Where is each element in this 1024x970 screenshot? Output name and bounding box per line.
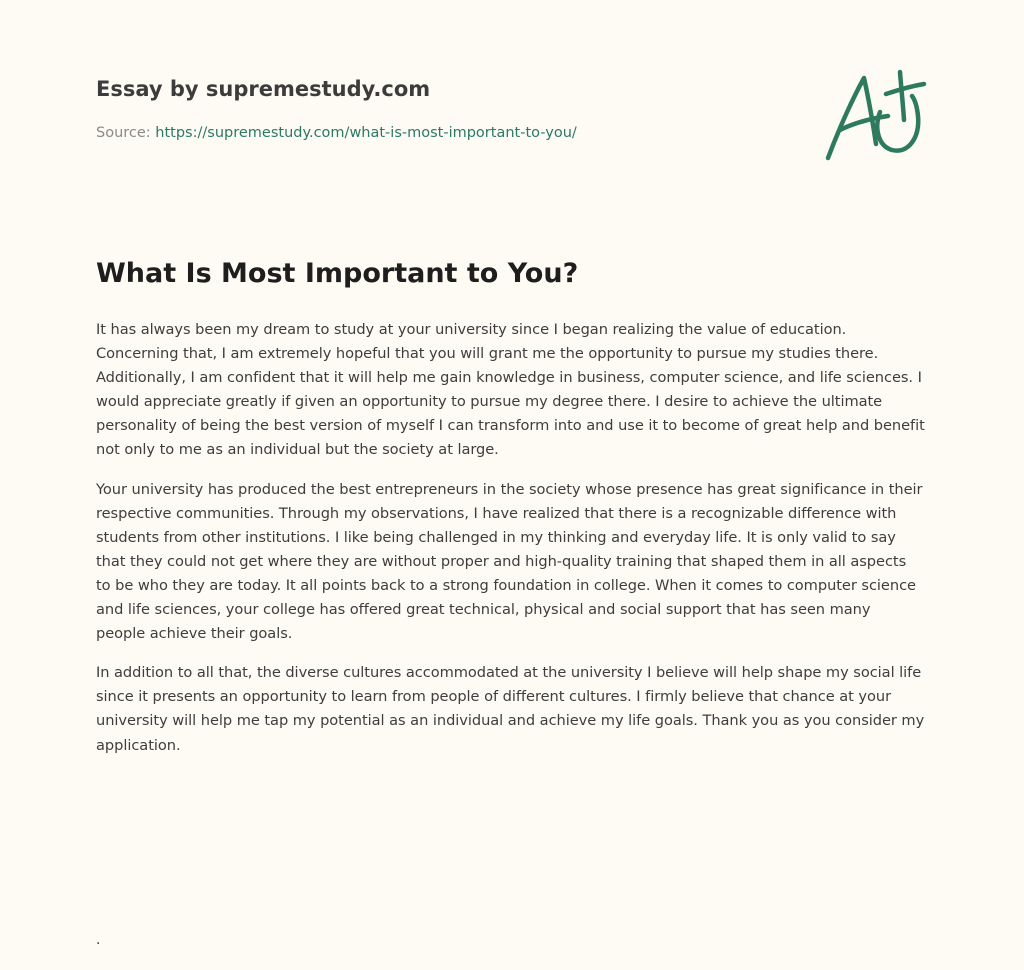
paragraph-line: In addition to all that, the diverse cultures accommodated at the university I believe will help shape my social life xyxy=(96,664,922,682)
paragraph-line: respective communities. Through my observations, I have realized that there is a recognizable difference with xyxy=(96,504,897,522)
paragraph-line: since it presents an opportunity to learn from people of different cultures. I firmly believe that chance at your xyxy=(96,688,892,706)
paragraph-line: personality of being the best version of myself I can transform into and use it to become of great help and benefit xyxy=(96,417,925,435)
paragraph-line: application. xyxy=(96,736,181,754)
essay-title: What Is Most Important to You? xyxy=(96,258,579,289)
paragraph-line: It has always been my dream to study at your university since I began realizing the value of education. xyxy=(96,321,847,338)
paragraph-line: students from other institutions. I like being challenged in my thinking and everyday life. It is only valid to say xyxy=(96,528,896,546)
a-plus-grade-icon xyxy=(818,66,930,166)
paragraph-line: and life sciences, your college has offered great technical, physical and social support that has seen many xyxy=(96,601,871,619)
essay-article xyxy=(96,254,936,773)
source-link[interactable]: https://supremestudy.com/what-is-most-important-to-you/ xyxy=(155,125,577,141)
essay-paragraph-2 xyxy=(96,478,936,647)
source-line xyxy=(96,122,796,144)
footer-dot: . xyxy=(96,932,101,948)
essay-header xyxy=(96,74,796,144)
paragraph-line: would appreciate greatly if given an opportunity to pursue my degree there. I desire to achieve the ultimate xyxy=(96,393,883,411)
paragraph-line: university will help me tap my potential as an individual and achieve my life goals. Thank you as you consider my xyxy=(96,712,925,730)
essay-paragraph-1 xyxy=(96,318,936,463)
paragraph-line: Additionally, I am confident that it will help me gain knowledge in business, computer science, and life sciences. I xyxy=(96,369,922,387)
source-label: Source: xyxy=(96,125,151,141)
paragraph-line: to be who they are today. It all points back to a strong foundation in college. When it comes to computer science xyxy=(96,576,916,594)
paragraph-line: not only to me as an individual but the society at large. xyxy=(96,441,499,459)
paragraph-line: that they could not get where they are without proper and high-quality training that shaped them in all aspects xyxy=(96,552,907,570)
paragraph-line: Your university has produced the best entrepreneurs in the society whose presence has great significance in their xyxy=(96,480,923,498)
essay-paragraph-3 xyxy=(96,661,936,757)
paragraph-line: Concerning that, I am extremely hopeful that you will grant me the opportunity to pursue my studies there. xyxy=(96,345,879,363)
essay-brand: Essay by supremestudy.com xyxy=(96,77,431,101)
paragraph-line: people achieve their goals. xyxy=(96,625,293,643)
